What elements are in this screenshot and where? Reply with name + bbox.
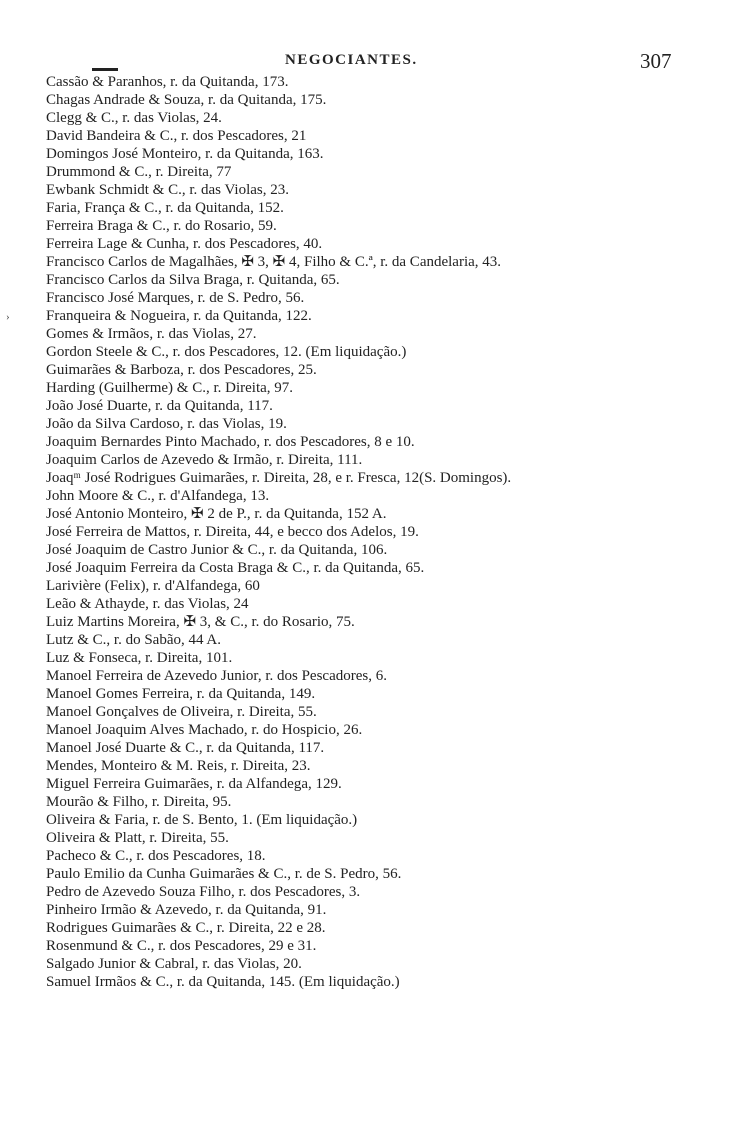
list-item: Faria, França & C., r. da Quitanda, 152. [46,200,284,216]
list-item: Manoel Ferreira de Azevedo Junior, r. dos Pescadores, 6. [46,668,387,684]
list-item: José Ferreira de Mattos, r. Direita, 44, e becco dos Adelos, 19. [46,524,419,540]
list-item: Clegg & C., r. das Violas, 24. [46,110,222,126]
list-item: Manoel Gonçalves de Oliveira, r. Direita, 55. [46,704,317,720]
list-item: David Bandeira & C., r. dos Pescadores, 21 [46,128,307,144]
list-item: Ferreira Lage & Cunha, r. dos Pescadores, 40. [46,236,323,252]
header-rule [92,68,118,71]
list-item: Chagas Andrade & Souza, r. da Quitanda, 175. [46,92,327,108]
list-item: Lutz & C., r. do Sabão, 44 A. [46,632,221,648]
list-item: Franqueira & Nogueira, r. da Quitanda, 122. [46,308,312,324]
list-item: Miguel Ferreira Guimarães, r. da Alfandega, 129. [46,776,342,792]
list-item: Joaquim Bernardes Pinto Machado, r. dos Pescadores, 8 e 10. [46,434,415,450]
list-item: Drummond & C., r. Direita, 77 [46,164,232,180]
list-item: Harding (Guilherme) & C., r. Direita, 97. [46,380,294,396]
page-number: 307 [640,49,672,73]
list-item: Guimarães & Barboza, r. dos Pescadores, 25. [46,362,317,378]
list-item: João José Duarte, r. da Quitanda, 117. [46,398,273,414]
list-item: John Moore & C., r. d'Alfandega, 13. [46,488,270,504]
list-item: Leão & Athayde, r. das Violas, 24 [46,596,249,612]
list-item: João da Silva Cardoso, r. das Violas, 19. [46,416,287,432]
margin-mark: › [6,311,10,323]
list-item: Salgado Junior & Cabral, r. das Violas, 20. [46,956,302,972]
list-item: Joaquim Carlos de Azevedo & Irmão, r. Direita, 111. [46,452,363,468]
list-item: Paulo Emilio da Cunha Guimarães & C., r. de S. Pedro, 56. [46,866,402,882]
list-item: Domingos José Monteiro, r. da Quitanda, 163. [46,146,324,162]
list-item: Oliveira & Platt, r. Direita, 55. [46,830,229,846]
list-item: José Antonio Monteiro, ✠ 2 de P., r. da Quitanda, 152 A. [46,506,387,522]
list-item: Manoel José Duarte & C., r. da Quitanda, 117. [46,740,325,756]
list-item: Pacheco & C., r. dos Pescadores, 18. [46,848,266,864]
list-item: Cassão & Paranhos, r. da Quitanda, 173. [46,74,289,90]
list-item: Pedro de Azevedo Souza Filho, r. dos Pescadores, 3. [46,884,361,900]
list-item: Ferreira Braga & C., r. do Rosario, 59. [46,218,277,234]
list-item: Manoel Joaquim Alves Machado, r. do Hospicio, 26. [46,722,363,738]
list-item: Samuel Irmãos & C., r. da Quitanda, 145. (Em liquidação.) [46,974,400,990]
list-item: José Joaquim Ferreira da Costa Braga & C., r. da Quitanda, 65. [46,560,425,576]
list-item: Larivière (Felix), r. d'Alfandega, 60 [46,578,260,594]
list-item: Ewbank Schmidt & C., r. das Violas, 23. [46,182,289,198]
list-item: Manoel Gomes Ferreira, r. da Quitanda, 149. [46,686,316,702]
list-item: Pinheiro Irmão & Azevedo, r. da Quitanda, 91. [46,902,327,918]
list-item: Gomes & Irmãos, r. das Violas, 27. [46,326,257,342]
list-item: Mourão & Filho, r. Direita, 95. [46,794,232,810]
list-item: Oliveira & Faria, r. de S. Bento, 1. (Em liquidação.) [46,812,358,828]
list-item: Francisco Carlos da Silva Braga, r. Quitanda, 65. [46,272,340,288]
merchant-list [0,73,736,991]
list-item: Gordon Steele & C., r. dos Pescadores, 12. (Em liquidação.) [46,344,407,360]
list-item: Luiz Martins Moreira, ✠ 3, & C., r. do Rosario, 75. [46,614,355,630]
list-item: Mendes, Monteiro & M. Reis, r. Direita, 23. [46,758,311,774]
list-item: Joaqᵐ José Rodrigues Guimarães, r. Direita, 28, e r. Fresca, 12(S. Domingos). [46,470,512,486]
page-title: NEGOCIANTES. [285,52,418,68]
list-item: Francisco José Marques, r. de S. Pedro, 56. [46,290,305,306]
list-item: Rosenmund & C., r. dos Pescadores, 29 e 31. [46,938,317,954]
list-item: Luz & Fonseca, r. Direita, 101. [46,650,233,666]
list-item: José Joaquim de Castro Junior & C., r. da Quitanda, 106. [46,542,388,558]
list-item: Francisco Carlos de Magalhães, ✠ 3, ✠ 4, Filho & C.ª, r. da Candelaria, 43. [46,254,502,270]
list-item: Rodrigues Guimarães & C., r. Direita, 22 e 28. [46,920,326,936]
